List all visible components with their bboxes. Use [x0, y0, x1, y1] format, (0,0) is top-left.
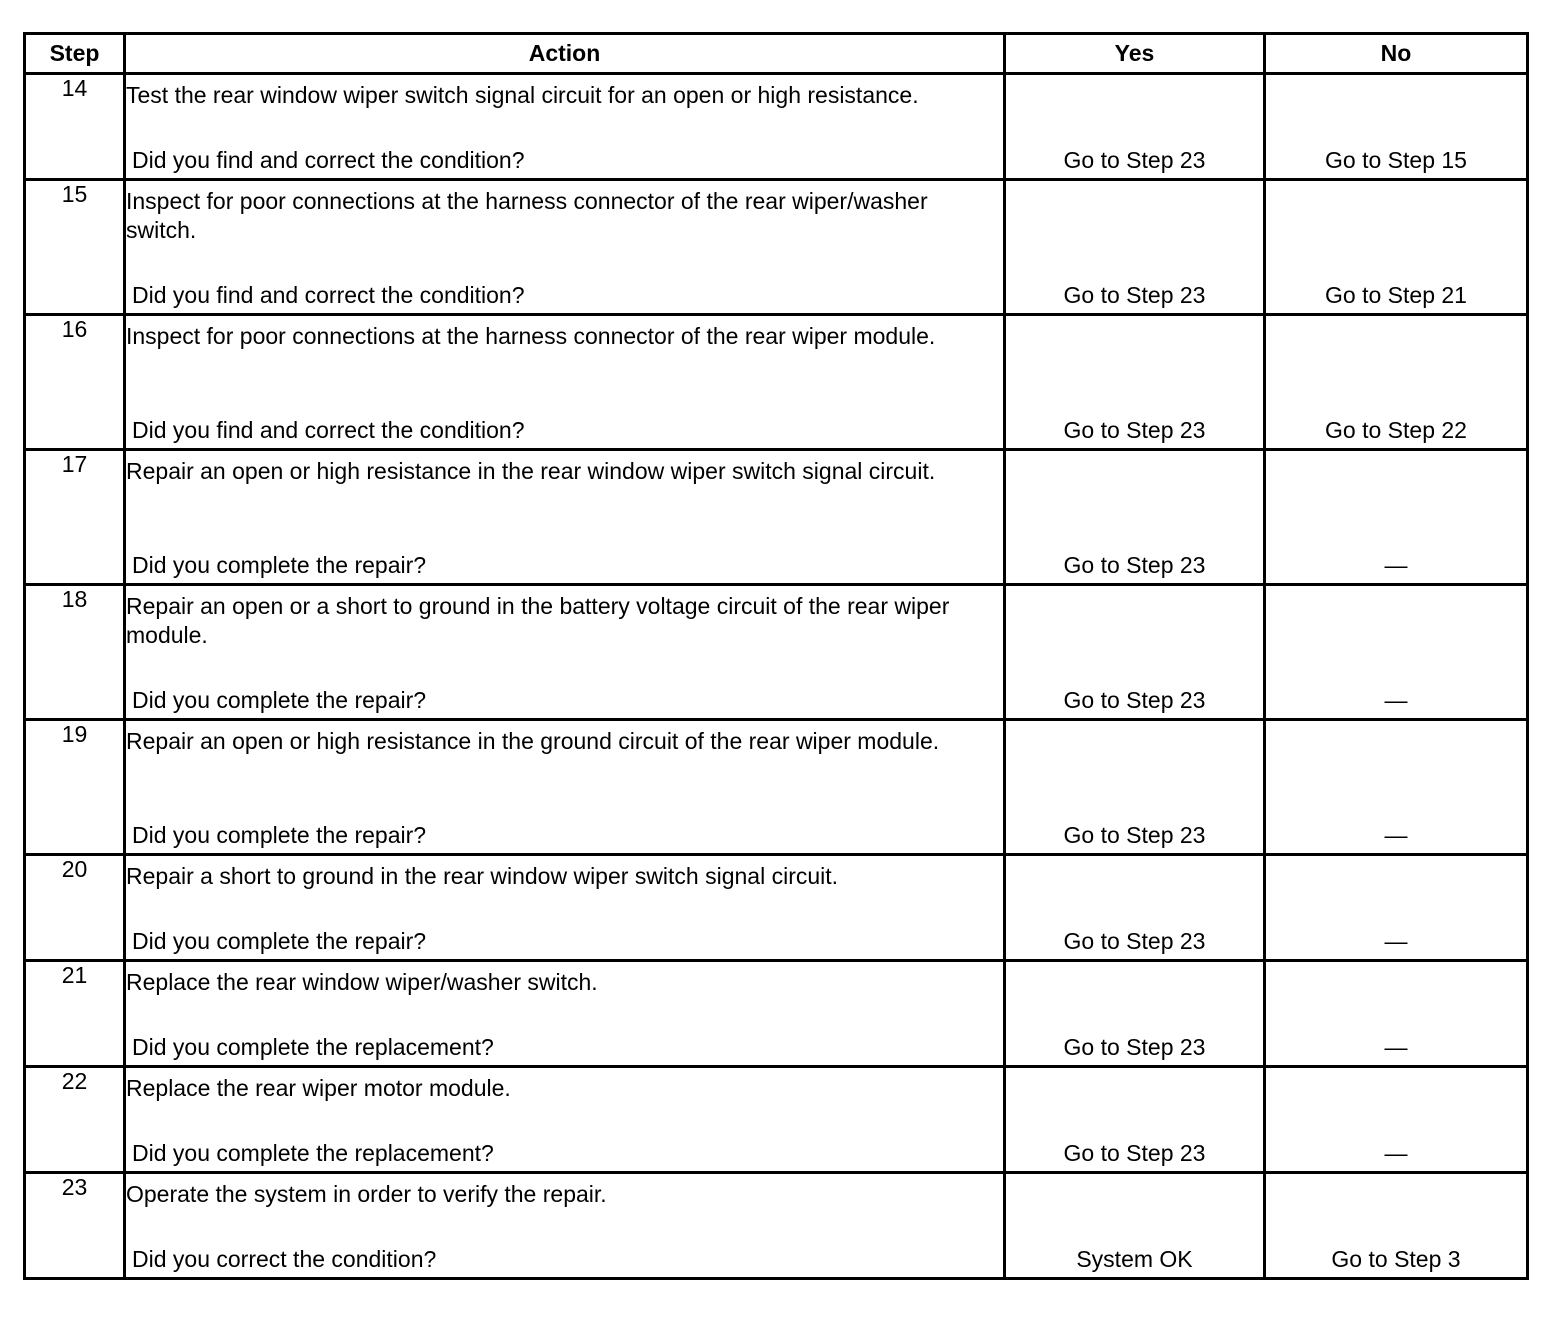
- action-question: Did you find and correct the condition?: [132, 282, 525, 308]
- step-number: 17: [25, 450, 125, 585]
- table-row: [25, 180, 1528, 315]
- action-question: Did you correct the condition?: [132, 1246, 437, 1272]
- table-row: [25, 315, 1528, 450]
- action-instruction: Operate the system in order to verify the repair.: [126, 1181, 607, 1207]
- action-cell: [125, 180, 1005, 315]
- yes-cell: [1005, 1067, 1265, 1173]
- action-cell: [125, 1067, 1005, 1173]
- action-instruction: Repair an open or high resistance in the ground circuit of the rear wiper module.: [126, 728, 940, 754]
- action-cell: [125, 450, 1005, 585]
- action-instruction: Replace the rear window wiper/washer switch.: [126, 969, 598, 995]
- yes-answer: Go to Step 23: [1063, 282, 1206, 308]
- yes-answer: Go to Step 23: [1063, 1140, 1206, 1166]
- no-cell: [1265, 180, 1528, 315]
- yes-answer: Go to Step 23: [1063, 822, 1206, 848]
- action-cell: [125, 855, 1005, 961]
- action-cell: [125, 720, 1005, 855]
- yes-cell: [1005, 1173, 1265, 1279]
- header-step: Step: [25, 34, 125, 74]
- yes-cell: [1005, 855, 1265, 961]
- yes-cell: [1005, 180, 1265, 315]
- no-answer: Go to Step 22: [1325, 417, 1467, 443]
- step-number: 15: [25, 180, 125, 315]
- action-question: Did you complete the replacement?: [132, 1034, 494, 1060]
- yes-cell: [1005, 74, 1265, 180]
- yes-cell: [1005, 585, 1265, 720]
- step-number: 22: [25, 1067, 125, 1173]
- table-row: [25, 720, 1528, 855]
- table-row: [25, 74, 1528, 180]
- header-action: Action: [125, 34, 1005, 74]
- action-question: Did you complete the replacement?: [132, 1140, 494, 1166]
- yes-cell: [1005, 315, 1265, 450]
- step-number: 20: [25, 855, 125, 961]
- action-cell: [125, 961, 1005, 1067]
- action-question: Did you complete the repair?: [132, 687, 427, 713]
- action-question: Did you find and correct the condition?: [132, 147, 525, 173]
- action-question: Did you complete the repair?: [132, 928, 427, 954]
- no-cell: [1265, 315, 1528, 450]
- no-answer: —: [1384, 552, 1408, 578]
- action-question: Did you find and correct the condition?: [132, 417, 525, 443]
- header-yes: Yes: [1005, 34, 1265, 74]
- action-cell: [125, 1173, 1005, 1279]
- no-cell: [1265, 74, 1528, 180]
- no-answer: —: [1384, 928, 1408, 954]
- yes-answer: Go to Step 23: [1063, 552, 1206, 578]
- no-answer: Go to Step 3: [1331, 1246, 1461, 1272]
- table-row: [25, 855, 1528, 961]
- no-answer: Go to Step 15: [1325, 147, 1467, 173]
- action-instruction: Inspect for poor connections at the harness connector of the rear wiper/washer switch.: [126, 188, 928, 243]
- no-answer: Go to Step 21: [1325, 282, 1467, 308]
- action-cell: [125, 585, 1005, 720]
- action-instruction: Inspect for poor connections at the harness connector of the rear wiper module.: [126, 323, 936, 349]
- header-row: [25, 34, 1528, 74]
- step-number: 16: [25, 315, 125, 450]
- yes-answer: Go to Step 23: [1063, 687, 1206, 713]
- table-row: [25, 585, 1528, 720]
- table-row: [25, 1067, 1528, 1173]
- no-cell: [1265, 1173, 1528, 1279]
- no-cell: [1265, 961, 1528, 1067]
- no-answer: —: [1384, 1034, 1408, 1060]
- action-instruction: Repair an open or a short to ground in the battery voltage circuit of the rear wiper module.: [126, 593, 950, 648]
- diagnostic-table: [23, 32, 1529, 1280]
- yes-answer: Go to Step 23: [1063, 928, 1206, 954]
- header-no: No: [1265, 34, 1528, 74]
- step-number: 23: [25, 1173, 125, 1279]
- action-instruction: Repair an open or high resistance in the rear window wiper switch signal circuit.: [126, 458, 936, 484]
- no-cell: [1265, 450, 1528, 585]
- step-number: 19: [25, 720, 125, 855]
- table-row: [25, 450, 1528, 585]
- action-question: Did you complete the repair?: [132, 822, 427, 848]
- yes-answer: Go to Step 23: [1063, 147, 1206, 173]
- step-number: 14: [25, 74, 125, 180]
- action-cell: [125, 74, 1005, 180]
- action-instruction: Repair a short to ground in the rear window wiper switch signal circuit.: [126, 863, 839, 889]
- action-cell: [125, 315, 1005, 450]
- step-number: 18: [25, 585, 125, 720]
- yes-cell: [1005, 961, 1265, 1067]
- table-row: [25, 961, 1528, 1067]
- yes-answer: System OK: [1076, 1246, 1193, 1272]
- yes-answer: Go to Step 23: [1063, 1034, 1206, 1060]
- yes-cell: [1005, 450, 1265, 585]
- no-cell: [1265, 720, 1528, 855]
- no-answer: —: [1384, 1140, 1408, 1166]
- no-cell: [1265, 855, 1528, 961]
- step-number: 21: [25, 961, 125, 1067]
- no-answer: —: [1384, 822, 1408, 848]
- action-instruction: Replace the rear wiper motor module.: [126, 1075, 511, 1101]
- table-row: [25, 1173, 1528, 1279]
- no-answer: —: [1384, 687, 1408, 713]
- action-instruction: Test the rear window wiper switch signal circuit for an open or high resistance.: [126, 82, 919, 108]
- no-cell: [1265, 585, 1528, 720]
- no-cell: [1265, 1067, 1528, 1173]
- action-question: Did you complete the repair?: [132, 552, 427, 578]
- yes-cell: [1005, 720, 1265, 855]
- yes-answer: Go to Step 23: [1063, 417, 1206, 443]
